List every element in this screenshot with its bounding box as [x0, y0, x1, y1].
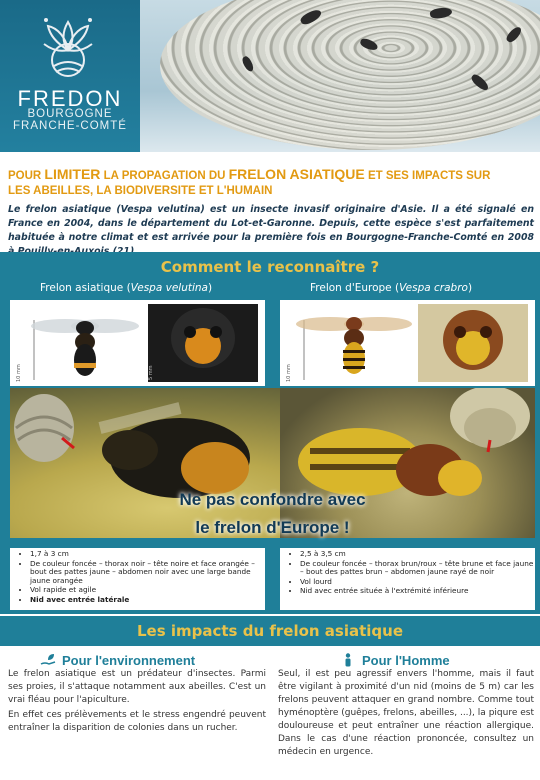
brand-name: FREDON	[17, 86, 123, 111]
header-banner	[0, 0, 540, 152]
fact-item: • Vol lourd	[300, 578, 535, 587]
title-part: ET SES IMPACTS SUR	[364, 170, 491, 182]
page-title-line2: LES ABEILLES, LA BIODIVERSITE ET L'HUMAIN	[8, 185, 273, 197]
fact-item: • 2,5 à 3,5 cm	[300, 550, 535, 559]
comparison-title: Comment le reconnaître ?	[160, 258, 380, 276]
fact-item: • Nid avec entrée latérale	[30, 596, 265, 605]
paragraph: En effet ces prélèvements et le stress engendré peuvent entraîner la disparition de colonies dans un rucher.	[8, 710, 266, 733]
environment-text	[8, 668, 266, 737]
heading-text: )	[207, 282, 213, 294]
nest-photo	[160, 0, 540, 150]
brand-region-line1: BOURGOGNE	[27, 108, 113, 120]
intro-paragraph: Le frelon asiatique (Vespa velutina) est un insecte invasif originaire d'Asie. Il a été signalé en France en 2004, dans le département du Lot-et-Garonne. Depuis, cette espèce s'est parfaitement habituée à notre climat et est arrivée pour la première fois en Bourgogne-Franche-Comté en 2008	[8, 204, 534, 243]
title-part: POUR	[8, 170, 45, 182]
asian-hornet-facts	[10, 548, 265, 610]
impacts-title: Les impacts du frelon asiatique	[0, 616, 540, 646]
title-part: FRELON ASIATIQUE	[228, 166, 365, 182]
heading-text: Frelon asiatique (	[40, 282, 131, 294]
european-hornet-illustration	[280, 300, 535, 386]
scale-label: 10 mm	[16, 364, 22, 382]
european-hornet-facts	[280, 548, 535, 610]
title-part: LIMITER	[44, 166, 101, 182]
fact-item: • De couleur foncée – thorax brun/roux – tête brune et face jaune – bout des pattes brun – abdomen jaune rayé de noir	[300, 560, 535, 577]
fact-item: • De couleur foncée – thorax noir – tête noire et face orangée – bout des pattes jaune – abdomen noir avec une large bande jaune orangée	[30, 560, 265, 586]
heading-text: Pour l'Homme	[362, 653, 450, 668]
title-part: LA PROPAGATION DU	[100, 170, 229, 182]
warning-line: Ne pas confondre avec	[179, 490, 366, 509]
asian-hornet-heading	[40, 282, 212, 294]
fredon-logo-icon	[36, 14, 100, 84]
human-text	[278, 668, 534, 761]
fact-item: • Vol rapide et agile	[30, 586, 265, 595]
fact-item: • Nid avec entrée située à l'extrémité inférieure	[300, 587, 535, 596]
hand-leaf-icon	[40, 653, 56, 667]
paragraph: Seul, il est peu agressif envers l'homme, mais il faut être vigilant à proximité d'un nid (moins de 5 m) car les frelons peuvent attaquer en grand nombre. Comme tout hyménoptère (guêpes, frelons, abeilles, ...), la piqure est douloureuse et peut entraîner une réaction allergique. Dans le cas d'une réaction prononcée, consultez un médecin en urgence.	[278, 669, 534, 757]
page-title	[8, 166, 534, 184]
warning-text	[10, 490, 535, 538]
human-heading	[340, 653, 450, 668]
fact-item: • 1,7 à 3 cm	[30, 550, 265, 559]
scale-label: 5 mm	[148, 365, 154, 380]
scale-label: 10 mm	[286, 364, 292, 382]
species-name: Vespa crabro	[399, 282, 468, 294]
environment-heading	[40, 653, 195, 668]
paragraph: Le frelon asiatique est un prédateur d'insectes. Parmi ses proies, il s'attaque notamment aux abeilles. C'est un vrai fléau pour l'apiculture.	[8, 669, 266, 705]
european-hornet-heading	[310, 282, 472, 294]
heading-text: Frelon d'Europe (	[310, 282, 400, 294]
european-hornet-photos	[280, 300, 535, 386]
logo-panel	[0, 0, 140, 152]
heading-text: Pour l'environnement	[62, 653, 196, 668]
species-name: Vespa velutina	[130, 282, 208, 294]
asian-hornet-photos	[10, 300, 265, 386]
brand-region-line2: FRANCHE-COMTÉ	[13, 120, 127, 132]
heading-text: )	[467, 282, 473, 294]
person-icon	[340, 653, 356, 667]
intro-section	[8, 166, 534, 259]
warning-line: le frelon d'Europe !	[195, 518, 350, 537]
asian-hornet-illustration	[10, 300, 265, 386]
comparison-section	[0, 252, 540, 614]
